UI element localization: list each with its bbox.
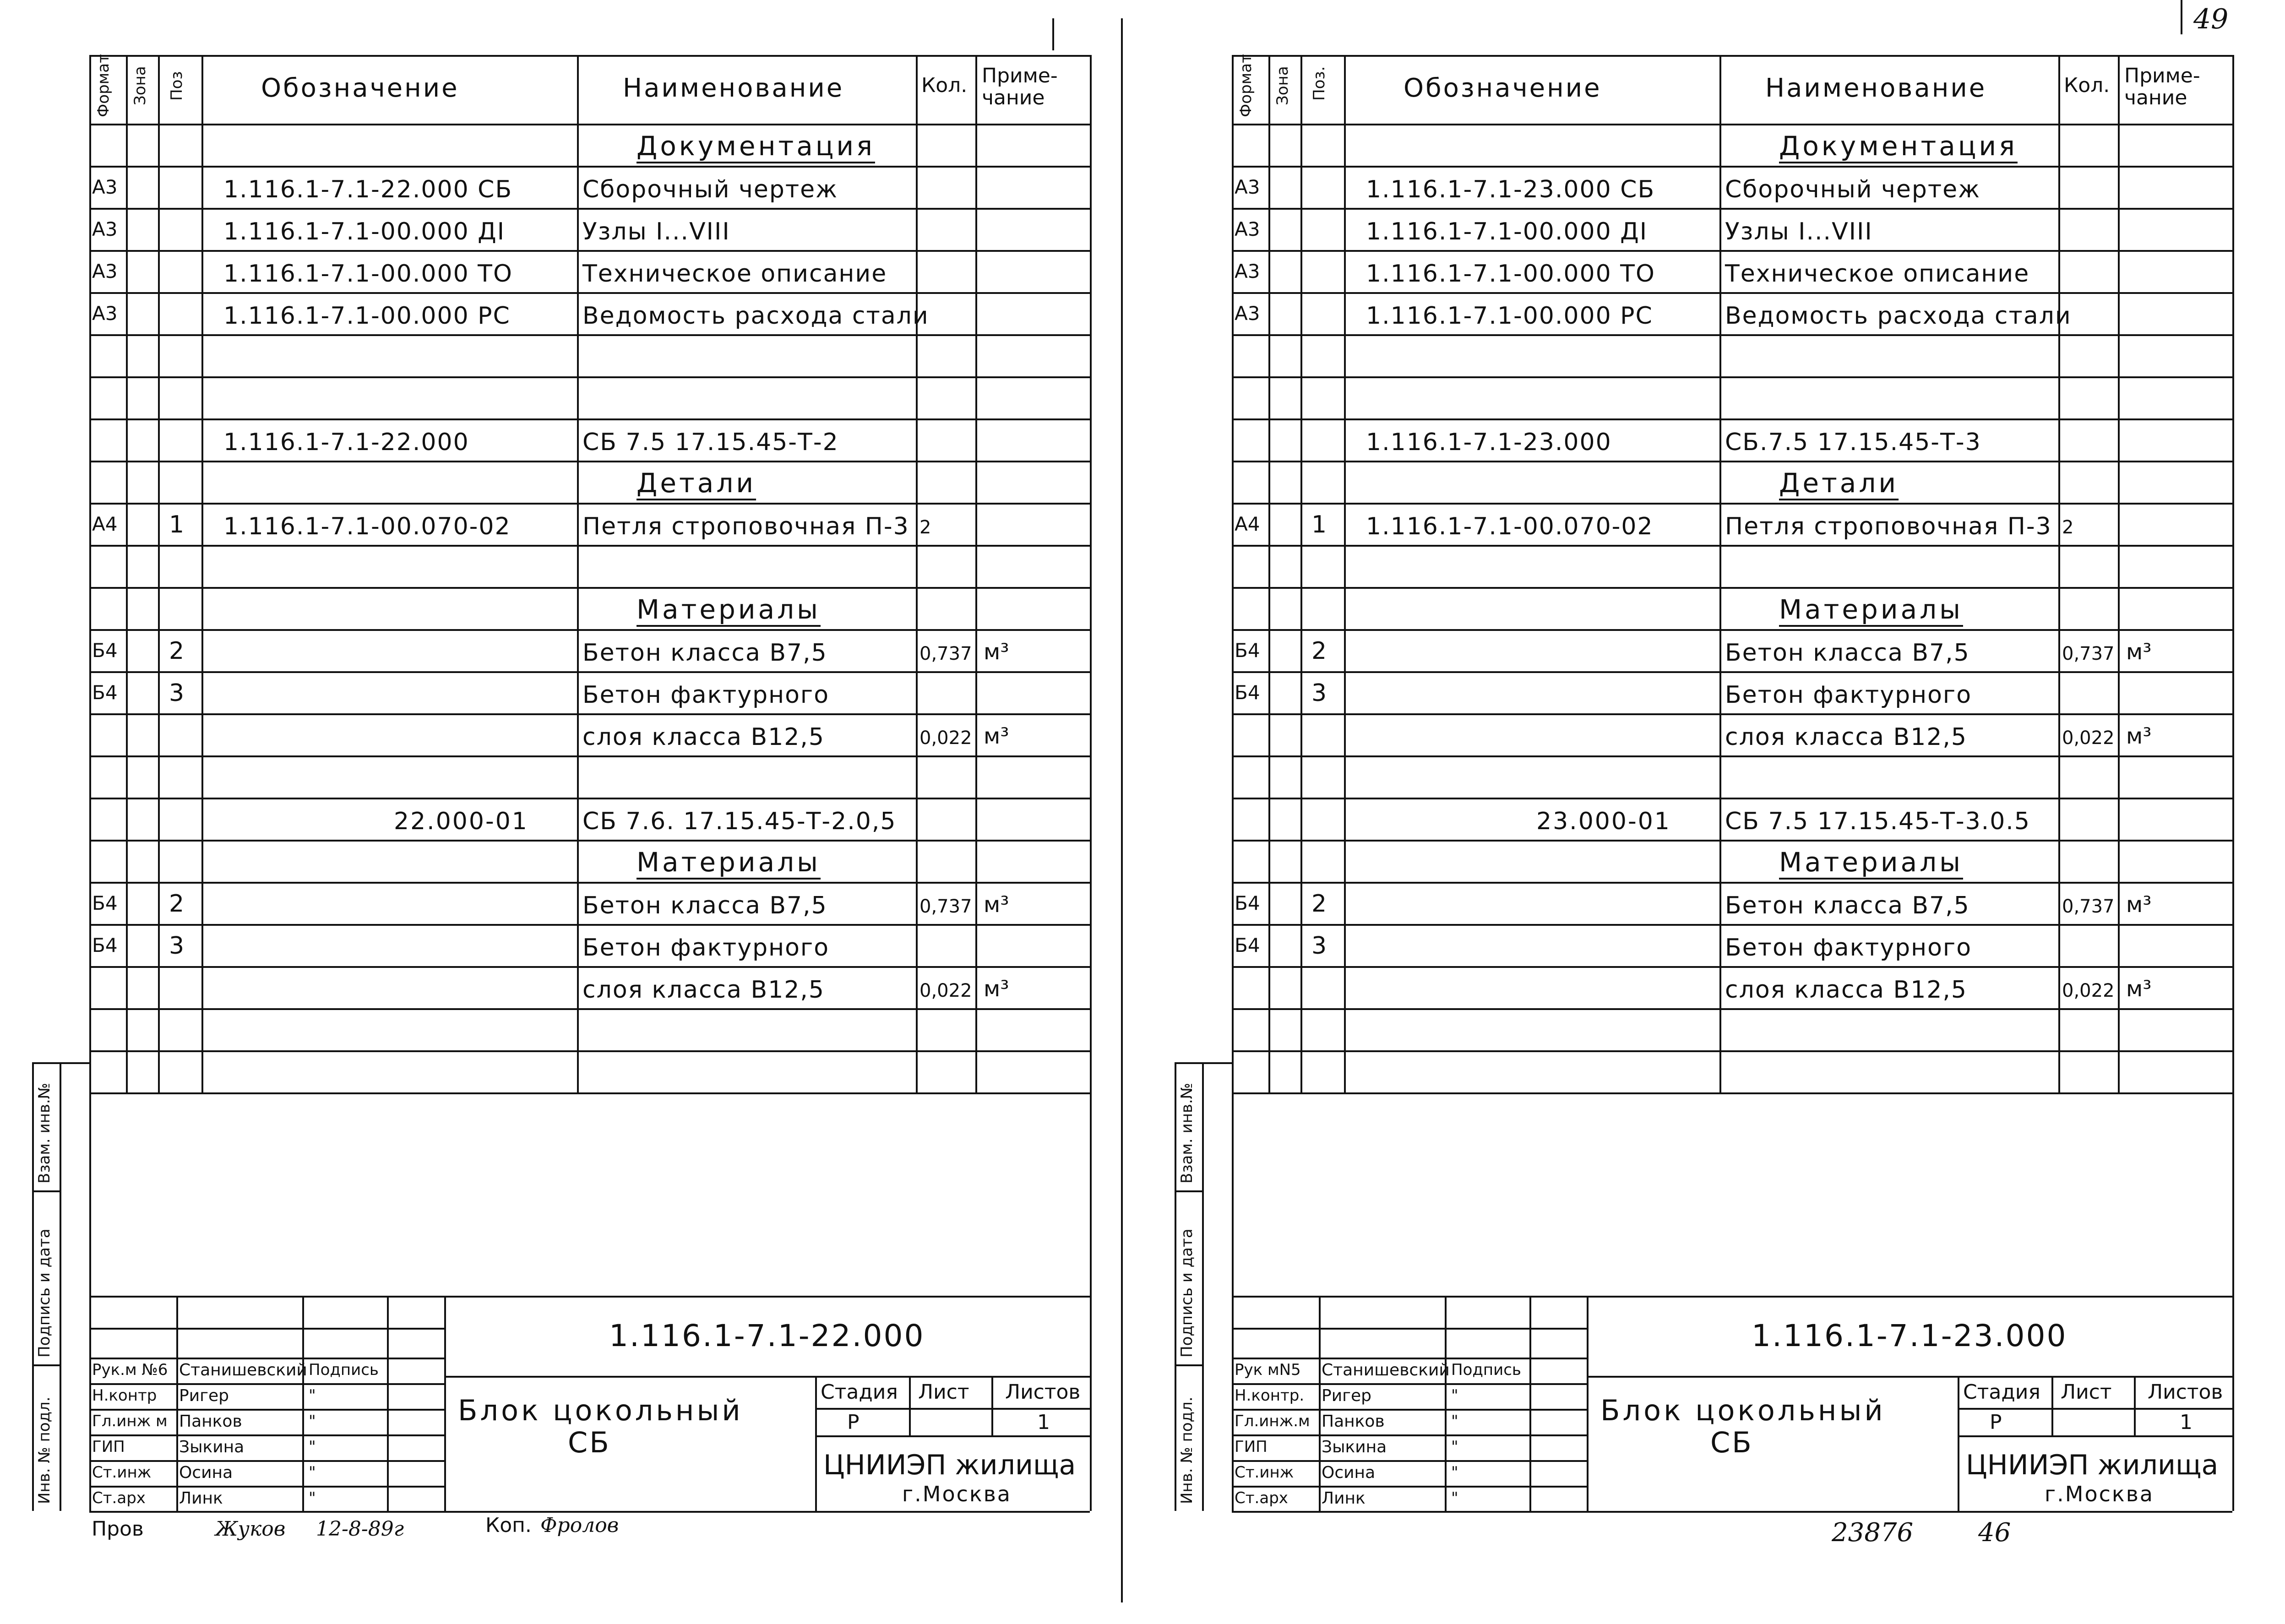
row-line	[1232, 1050, 2232, 1052]
section-heading: Детали	[1779, 467, 1899, 499]
row-position: 3	[169, 932, 185, 960]
row-line	[89, 966, 1090, 968]
product-name: Блок цокольный	[1600, 1394, 1886, 1427]
row-line	[89, 376, 1090, 378]
row-quantity: 0,022	[2062, 980, 2115, 1001]
row-designation: 1.116.1-7.1-00.000 РС	[1366, 302, 1653, 330]
column-line	[201, 55, 203, 1092]
row-line	[89, 1092, 1090, 1094]
page-number: 49	[2193, 3, 2229, 35]
row-line	[1232, 334, 2232, 336]
row-position: 1	[169, 511, 185, 538]
column-line	[577, 55, 579, 1092]
header-format: Формат	[94, 54, 113, 117]
row-designation: 1.116.1-7.1-00.070-02	[223, 513, 511, 540]
row-name: Ведомость расхода стали	[582, 302, 929, 330]
row-line	[89, 418, 1090, 420]
stamp-line	[2134, 1376, 2136, 1435]
column-line	[126, 55, 128, 1092]
row-format: Б4	[92, 681, 118, 704]
column-line	[1344, 55, 1346, 1092]
row-position: 1	[1311, 511, 1327, 538]
row-position: 2	[169, 890, 185, 918]
header-qty: Кол.	[2064, 74, 2110, 97]
header-qty: Кол.	[921, 74, 968, 97]
row-line	[89, 250, 1090, 252]
row-line	[89, 798, 1090, 799]
row-line	[1232, 376, 2232, 378]
signature-sign: "	[1451, 1463, 1458, 1482]
row-format: Б4	[92, 934, 118, 956]
signature-line	[89, 1328, 444, 1330]
row-name: СБ 7.6. 17.15.45-Т-2.0,5	[582, 808, 897, 835]
row-format: А3	[92, 302, 118, 325]
row-line	[89, 924, 1090, 926]
row-name: СБ.7.5 17.15.45-Т-3	[1725, 429, 1981, 456]
prov-label: Пров	[92, 1517, 144, 1541]
header-format: Формат	[1237, 54, 1255, 117]
prov-signature: Жуков	[215, 1517, 286, 1541]
title-doc-code: 1.116.1-7.1-23.000	[1752, 1318, 2067, 1353]
row-line	[1232, 166, 2232, 168]
stamp-line	[909, 1376, 911, 1435]
row-line	[89, 208, 1090, 210]
row-line	[89, 671, 1090, 673]
sheet-left	[23, 0, 1099, 1624]
signature-role: Гл.инж.м	[1235, 1412, 1310, 1430]
signature-line	[1232, 1460, 1587, 1462]
signature-line	[1232, 1328, 1587, 1330]
row-name: Ведомость расхода стали	[1725, 302, 2072, 330]
side-strip-line	[32, 1364, 60, 1366]
sheet-header: Лист	[918, 1380, 969, 1404]
row-name: Бетон класса В7,5	[582, 892, 827, 919]
row-note: м³	[2126, 976, 2152, 1002]
stage-header: Стадия	[821, 1380, 898, 1404]
row-line	[1232, 503, 2232, 505]
row-line	[1232, 545, 2232, 547]
row-line	[1232, 208, 2232, 210]
side-label-replaced: Взам. инв.№	[1178, 1082, 1196, 1184]
row-name: Петля строповочная П-3	[582, 513, 909, 540]
row-line	[89, 882, 1090, 884]
signature-column-line	[1587, 1296, 1589, 1511]
row-name: Бетон фактурного	[582, 681, 830, 709]
row-format: А3	[92, 218, 118, 240]
header-note: Приме-чание	[2124, 64, 2200, 110]
frame-right	[2232, 55, 2234, 1511]
row-line	[89, 629, 1090, 631]
row-format: Б4	[1235, 681, 1260, 704]
row-line	[1232, 882, 2232, 884]
signature-role: Ст.арх	[92, 1489, 146, 1507]
row-position: 3	[169, 679, 185, 707]
row-designation: 1.116.1-7.1-00.070-02	[1366, 513, 1654, 540]
side-strip-line	[60, 1062, 61, 1511]
product-sub: СБ	[568, 1426, 611, 1459]
title-block-top	[89, 1296, 1090, 1298]
row-quantity: 0,022	[919, 728, 972, 749]
row-line	[89, 545, 1090, 547]
signature-line	[1232, 1358, 1587, 1359]
section-heading: Материалы	[1779, 594, 1963, 625]
signature-line	[1232, 1434, 1587, 1436]
product-name: Блок цокольный	[458, 1394, 743, 1427]
row-line	[89, 713, 1090, 715]
row-note: м³	[2126, 639, 2152, 665]
row-name: слоя класса В12,5	[1725, 976, 1967, 1004]
signature-sign: "	[1451, 1412, 1458, 1430]
stamp-line	[815, 1408, 1090, 1410]
row-line	[89, 334, 1090, 336]
column-line	[975, 55, 977, 1092]
row-name: Сборочный чертеж	[582, 176, 838, 203]
signature-role: Ст.арх	[1235, 1489, 1288, 1507]
signature-role: Ст.инж	[92, 1463, 152, 1482]
signature-sign: "	[1451, 1489, 1458, 1507]
row-note: м³	[2126, 723, 2152, 749]
archive-number: 23876	[1832, 1518, 1914, 1548]
signature-name: Осина	[1322, 1463, 1376, 1482]
row-name: Петля строповочная П-3	[1725, 513, 2052, 540]
side-strip-line	[1175, 1062, 1176, 1511]
side-strip-line	[32, 1062, 34, 1511]
row-name: слоя класса В12,5	[1725, 723, 1967, 751]
signature-line	[89, 1486, 444, 1488]
side-strip-line	[1175, 1062, 1232, 1064]
title-block-top	[1232, 1296, 2232, 1298]
column-line	[916, 55, 918, 1092]
sheet-right	[1165, 0, 2241, 1624]
row-line	[89, 292, 1090, 294]
row-format: Б4	[92, 639, 118, 662]
header-zone: Зона	[131, 66, 149, 105]
row-line	[89, 1008, 1090, 1010]
signature-line	[1232, 1409, 1587, 1411]
row-line	[1232, 840, 2232, 842]
row-name: СБ 7.5 17.15.45-Т-2	[582, 429, 839, 456]
signature-role: Рук.м №6	[92, 1361, 168, 1379]
sheets-count: 1	[2180, 1411, 2193, 1434]
row-quantity: 0,737	[919, 896, 972, 917]
header-note: Приме-чание	[982, 64, 1058, 110]
row-format: Б4	[92, 892, 118, 914]
row-position: 2	[1311, 890, 1327, 918]
row-line	[1232, 292, 2232, 294]
section-heading: Материалы	[637, 847, 821, 878]
row-quantity: 0,737	[2062, 643, 2115, 664]
signature-name: Зыкина	[1322, 1438, 1387, 1456]
row-note: м³	[984, 639, 1009, 665]
row-position: 3	[1311, 932, 1327, 960]
signature-name: Панков	[1322, 1412, 1385, 1431]
row-position: 2	[1311, 637, 1327, 665]
row-quantity: 0,022	[919, 980, 972, 1001]
sheets-header: Листов	[1005, 1380, 1081, 1404]
row-line	[1232, 418, 2232, 420]
signature-sign: "	[309, 1412, 316, 1430]
row-format: Б4	[1235, 639, 1260, 662]
row-name: Техническое описание	[1725, 260, 2030, 288]
row-line	[89, 166, 1090, 168]
side-strip-line	[32, 1062, 89, 1064]
signature-sign: "	[309, 1489, 316, 1507]
side-label-inventory: Инв. № подл.	[35, 1396, 54, 1504]
column-line	[1300, 55, 1302, 1092]
stamp-line	[815, 1376, 817, 1511]
row-line	[89, 587, 1090, 589]
row-format: А3	[1235, 176, 1260, 198]
signature-name: Линк	[1322, 1489, 1366, 1508]
signature-name: Панков	[179, 1412, 242, 1431]
header-name: Наименование	[1765, 73, 1987, 103]
row-quantity: 0,737	[2062, 896, 2115, 917]
signature-role: Рук мN5	[1235, 1361, 1301, 1379]
row-designation: 1.116.1-7.1-00.000 ДI	[1366, 218, 1648, 245]
signature-role: Н.контр.	[1235, 1386, 1305, 1405]
side-label-inventory: Инв. № подл.	[1178, 1396, 1196, 1504]
row-quantity: 0,737	[919, 643, 972, 664]
row-line	[1232, 924, 2232, 926]
frame-left	[1232, 55, 1234, 1511]
stamp-line	[815, 1435, 1090, 1437]
title-doc-code: 1.116.1-7.1-22.000	[609, 1318, 925, 1353]
row-name: Бетон класса В7,5	[1725, 892, 1970, 919]
signature-sign: "	[309, 1386, 316, 1405]
frame-top	[1232, 55, 2232, 57]
row-line	[89, 461, 1090, 462]
section-heading: Документация	[637, 130, 875, 162]
row-designation: 1.116.1-7.1-00.000 РС	[223, 302, 511, 330]
prov-date: 12-8-89г	[316, 1517, 404, 1541]
city: г.Москва	[902, 1482, 1012, 1506]
header-name: Наименование	[623, 73, 844, 103]
row-designation: 1.116.1-7.1-00.000 ДI	[223, 218, 506, 245]
row-designation: 1.116.1-7.1-22.000	[223, 429, 469, 456]
signature-role: ГИП	[1235, 1438, 1268, 1456]
row-designation: 22.000-01	[394, 808, 528, 835]
row-name: Бетон класса В7,5	[1725, 639, 1970, 667]
stamp-line	[1958, 1376, 1959, 1511]
signature-sign: "	[309, 1463, 316, 1482]
row-format: А3	[1235, 302, 1260, 325]
header-zone: Зона	[1273, 66, 1292, 105]
column-line	[158, 55, 160, 1092]
row-quantity: 2	[919, 517, 931, 538]
row-note: м³	[984, 976, 1009, 1002]
row-position: 3	[1311, 679, 1327, 707]
row-line	[1232, 755, 2232, 757]
copy-signature: Фролов	[540, 1514, 619, 1537]
row-line	[1232, 798, 2232, 799]
signature-name: Станишевский	[179, 1361, 307, 1380]
side-strip-line	[1202, 1062, 1204, 1511]
signature-role: Гл.инж м	[92, 1412, 168, 1430]
row-line	[89, 503, 1090, 505]
header-bottom-line	[89, 124, 1090, 125]
sheets-count: 1	[1037, 1411, 1050, 1434]
signature-sign: Подпись	[309, 1361, 379, 1379]
signature-name: Зыкина	[179, 1438, 245, 1456]
stamp-line	[1958, 1435, 2232, 1437]
signature-name: Ригер	[179, 1386, 229, 1405]
column-line	[1719, 55, 1721, 1092]
stamp-line	[1958, 1408, 2232, 1410]
title-block-bottom	[89, 1511, 1090, 1513]
row-name: СБ 7.5 17.15.45-Т-3.0.5	[1725, 808, 2030, 835]
frame-right	[1090, 55, 1092, 1511]
header-pos: Поз	[168, 71, 186, 101]
row-format: Б4	[1235, 934, 1260, 956]
frame-left	[89, 55, 91, 1511]
signature-sign: "	[1451, 1438, 1458, 1456]
signature-line	[89, 1358, 444, 1359]
row-format: А4	[1235, 513, 1260, 535]
row-line	[1232, 461, 2232, 462]
row-line	[1232, 1008, 2232, 1010]
stamp-line	[991, 1376, 993, 1435]
organization: ЦНИИЭП жилища	[823, 1449, 1076, 1481]
row-designation: 23.000-01	[1536, 808, 1671, 835]
row-format: А3	[92, 260, 118, 282]
row-designation: 1.116.1-7.1-23.000 СБ	[1366, 176, 1655, 203]
frame-top	[89, 55, 1090, 57]
row-line	[1232, 250, 2232, 252]
row-name: Узлы I...VIII	[1725, 218, 1873, 245]
row-designation: 1.116.1-7.1-23.000	[1366, 429, 1612, 456]
row-designation: 1.116.1-7.1-22.000 СБ	[223, 176, 513, 203]
title-block-bottom	[1232, 1511, 2232, 1513]
section-heading: Детали	[637, 467, 756, 499]
signature-column-line	[444, 1296, 446, 1511]
signature-name: Станишевский	[1322, 1361, 1450, 1380]
row-position: 2	[169, 637, 185, 665]
header-pos: Поз.	[1310, 66, 1328, 101]
signature-name: Осина	[179, 1463, 233, 1482]
row-name: слоя класса В12,5	[582, 976, 825, 1004]
signature-role: Ст.инж	[1235, 1463, 1294, 1482]
row-name: Бетон фактурного	[1725, 934, 1972, 961]
side-label-signature-date: Подпись и дата	[1178, 1228, 1196, 1358]
copy-label: Коп.	[485, 1514, 532, 1537]
signature-line	[89, 1460, 444, 1462]
header-designation: Обозначение	[261, 73, 459, 103]
signature-sign: Подпись	[1451, 1361, 1521, 1379]
column-line	[2058, 55, 2060, 1092]
product-sub: СБ	[1710, 1426, 1753, 1459]
signature-line	[1232, 1383, 1587, 1385]
row-quantity: 0,022	[2062, 728, 2115, 749]
stamp-line	[2051, 1376, 2053, 1435]
row-line	[1232, 713, 2232, 715]
side-label-signature-date: Подпись и дата	[35, 1228, 54, 1358]
signature-line	[89, 1434, 444, 1436]
side-strip-line	[1175, 1364, 1202, 1366]
row-format: А3	[1235, 260, 1260, 282]
row-designation: 1.116.1-7.1-00.000 ТО	[223, 260, 513, 288]
side-label-replaced: Взам. инв.№	[35, 1082, 54, 1184]
fold-line	[1121, 18, 1123, 1602]
row-name: Техническое описание	[582, 260, 887, 288]
row-format: А4	[92, 513, 118, 535]
side-strip-line	[32, 1190, 60, 1192]
signature-name: Ригер	[1322, 1386, 1372, 1405]
stage-value: Р	[1990, 1411, 2002, 1434]
signature-line	[1232, 1486, 1587, 1488]
row-format: А3	[92, 176, 118, 198]
row-note: м³	[2126, 892, 2152, 918]
row-line	[1232, 587, 2232, 589]
column-line	[2118, 55, 2120, 1092]
section-heading: Материалы	[637, 594, 821, 625]
row-quantity: 2	[2062, 517, 2074, 538]
row-line	[89, 840, 1090, 842]
signature-line	[89, 1383, 444, 1385]
stage-header: Стадия	[1963, 1380, 2040, 1404]
row-name: Бетон фактурного	[582, 934, 830, 961]
row-designation: 1.116.1-7.1-00.000 ТО	[1366, 260, 1655, 288]
row-line	[1232, 629, 2232, 631]
row-line	[89, 1050, 1090, 1052]
sheets-header: Листов	[2148, 1380, 2223, 1404]
row-line	[1232, 1092, 2232, 1094]
sheet-header: Лист	[2061, 1380, 2112, 1404]
row-note: м³	[984, 892, 1009, 918]
signature-role: Н.контр	[92, 1386, 157, 1405]
section-heading: Документация	[1779, 130, 2018, 162]
row-line	[1232, 671, 2232, 673]
side-strip-line	[1175, 1190, 1202, 1192]
row-name: слоя класса В12,5	[582, 723, 825, 751]
archive-sheet-number: 46	[1978, 1518, 2011, 1548]
signature-name: Линк	[179, 1489, 223, 1508]
signature-sign: "	[309, 1438, 316, 1456]
city: г.Москва	[2045, 1482, 2154, 1506]
signature-sign: "	[1451, 1386, 1458, 1405]
row-name: Бетон фактурного	[1725, 681, 1972, 709]
signature-line	[89, 1409, 444, 1411]
row-line	[1232, 966, 2232, 968]
row-format: Б4	[1235, 892, 1260, 914]
row-name: Сборочный чертеж	[1725, 176, 1980, 203]
column-line	[1268, 55, 1270, 1092]
header-designation: Обозначение	[1404, 73, 1602, 103]
row-format: А3	[1235, 218, 1260, 240]
row-line	[89, 755, 1090, 757]
row-name: Бетон класса В7,5	[582, 639, 827, 667]
section-heading: Материалы	[1779, 847, 1963, 878]
row-note: м³	[984, 723, 1009, 749]
stage-value: Р	[847, 1411, 860, 1434]
organization: ЦНИИЭП жилища	[1966, 1449, 2219, 1481]
row-name: Узлы I...VIII	[582, 218, 730, 245]
signature-role: ГИП	[92, 1438, 125, 1456]
header-bottom-line	[1232, 124, 2232, 125]
